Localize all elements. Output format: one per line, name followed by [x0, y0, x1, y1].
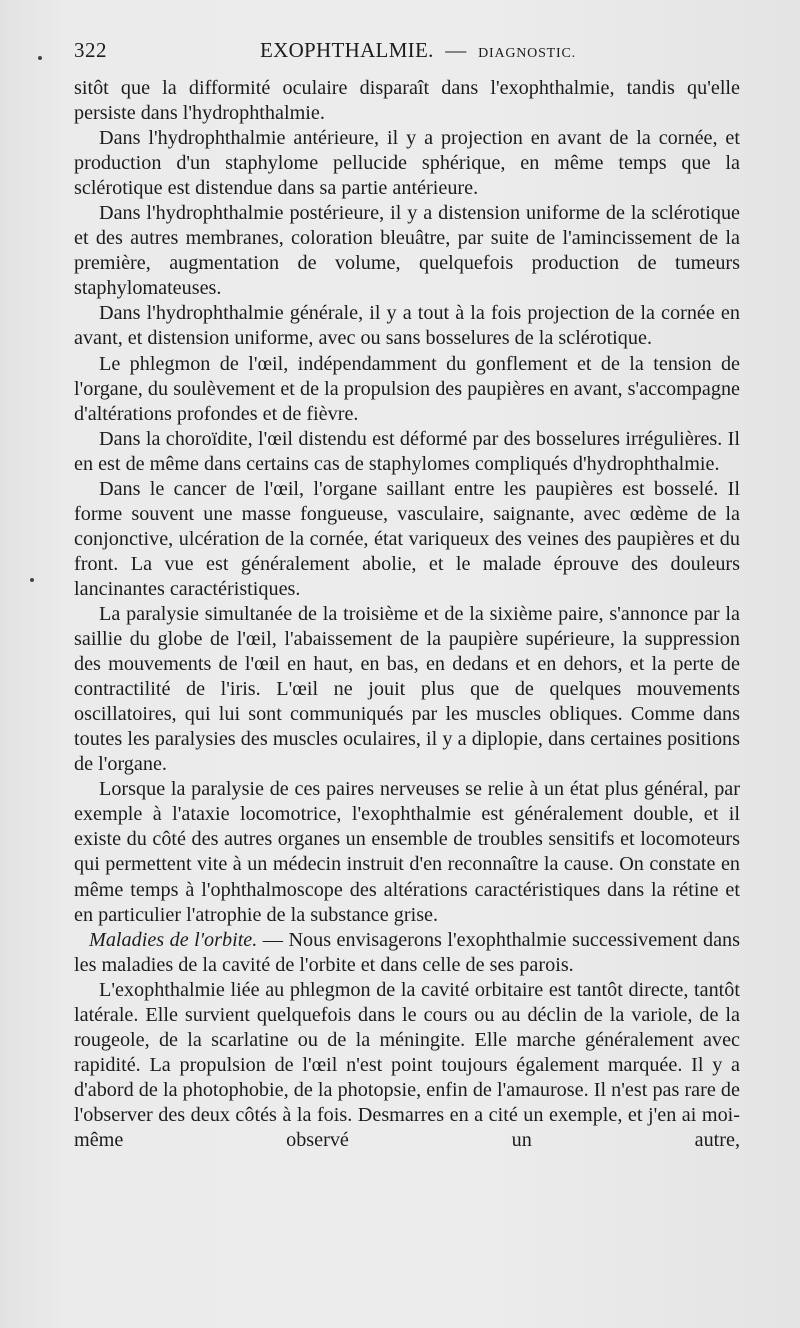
running-head [260, 38, 576, 63]
running-head-separator: — [445, 38, 467, 62]
page-number: 322 [74, 38, 107, 62]
paragraph: Dans la choroïdite, l'œil distendu est déformé par des bosselures irrégulières. Il en est de même dans certains cas de staphylomes compliqués d'hydrophthalmie. [74, 427, 740, 475]
paragraph: Le phlegmon de l'œil, indépendamment du gonflement et de la tension de l'organe, du soulèvement et de la propulsion des paupières en avant, s'accompagne d'altérations profondes et de fièvre. [74, 352, 740, 425]
margin-mark [30, 578, 34, 582]
running-head-subtitle: DIAGNOSTIC. [478, 46, 576, 61]
margin-mark [38, 56, 42, 60]
section-text: Nous envisagerons l'exophthalmie successivement dans les maladies de la cavité de l'orbite et dans celle de ses parois. [74, 928, 741, 976]
section-paragraph [74, 928, 740, 978]
paragraph: Dans le cancer de l'œil, l'organe saillant entre les paupières est bosselé. Il forme souvent une masse fongueuse, vasculaire, saignante, avec œdème de la conjonctive, ulcération de la cornée, état variqueux des veines des paupières et du front. La vue est généralement abolie, et le malade éprouve des douleurs lancinantes caractéristiques. [74, 477, 740, 600]
section-heading: Maladies de l'orbite. [89, 928, 258, 951]
paragraph: Dans l'hydrophthalmie postérieure, il y a distension uniforme de la sclérotique et des autres membranes, coloration bleuâtre, par suite de l'amincissement de la première, augmentation de volume, quelquefois production de tumeurs staphylomateuses. [74, 202, 740, 300]
page-header [74, 38, 740, 68]
paragraph: L'exophthalmie liée au phlegmon de la cavité orbitaire est tantôt directe, tantôt latérale. Elle survient quelquefois dans le cours ou au déclin de la variole, de la rougeole, de la scarlatine ou de la méningite. Elle marche généralement avec rapidité. La propulsion de l'œil n'est point toujours également marquée. Il y a d'abord de la photophobie, de la photopsie, enfin de l'amaurose. Il n'est pas rare de l'observer des deux côtés à la fois. Desmarres en a cité un exemple, et j'en ai moi-même observé un autre, [74, 978, 740, 1151]
paragraph: Dans l'hydrophthalmie générale, il y a tout à la fois projection de la cornée en avant, et distension uniforme, avec ou sans bosselures de la sclérotique. [74, 302, 740, 350]
paragraph: sitôt que la difformité oculaire disparaît dans l'exophthalmie, tandis qu'elle persiste dans l'hydrophthalmie. [74, 77, 740, 125]
paragraph: Dans l'hydrophthalmie antérieure, il y a projection en avant de la cornée, et production d'un staphylome pellucide sphérique, en même temps que la sclérotique est distendue dans sa partie antérieure. [74, 127, 740, 200]
paragraph: La paralysie simultanée de la troisième et de la sixième paire, s'annonce par la saillie du globe de l'œil, l'abaissement de la paupière supérieure, la suppression des mouvements de l'œil en haut, en bas, en dedans et en dehors, et la perte de contractilité de l'iris. L'œil ne jouit plus que de quelques mouvements oscillatoires, qui lui sont communiqués par les muscles obliques. Comme dans toutes les paralysies des muscles oculaires, il y a diplopie, dans certaines positions de l'organe. [74, 602, 740, 776]
running-head-title: EXOPHTHALMIE. [260, 38, 434, 62]
body-text [74, 76, 740, 1153]
paragraph: Lorsque la paralysie de ces paires nerveuses se relie à un état plus général, par exemple à l'ataxie locomotrice, l'exophthalmie est généralement double, et il existe du côté des autres organes un ensemble de troubles sensitifs et locomoteurs qui permettent vite à un médecin instruit d'en reconnaître la cause. On constate en même temps à l'ophthalmoscope des altérations caractéristiques dans la rétine et en particulier l'atrophie de la substance grise. [74, 778, 740, 926]
section-dash: — [262, 928, 283, 951]
